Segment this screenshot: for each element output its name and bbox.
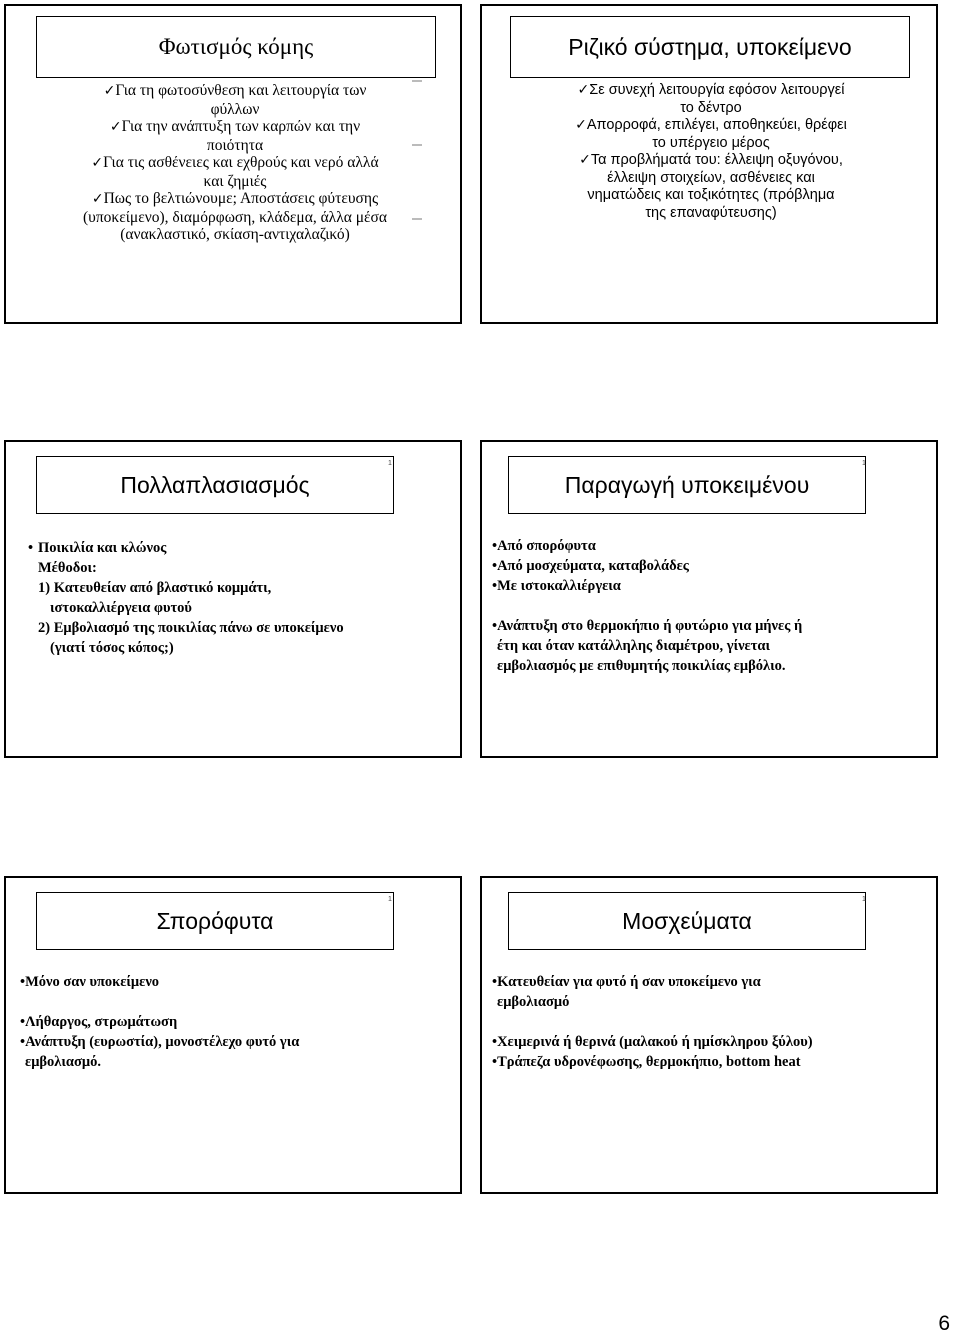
slide-6-title: Μοσχεύματα: [508, 892, 866, 950]
bullet-item: •Τράπεζα υδρονέφωσης, θερμοκήπιο, bottom heat: [492, 1054, 801, 1070]
slide-4-body: [492, 536, 802, 676]
bullet-item-cont: ιστοκαλλιέργεια φυτού: [50, 600, 192, 616]
check-icon: ✓: [91, 191, 104, 207]
bullet-item: •Λήθαργος, στρωμάτωση: [20, 1014, 178, 1030]
checklist-item-cont: (ανακλαστικό, σκίαση-αντιχαλαζικό): [120, 226, 350, 243]
divider-mark: [412, 80, 422, 82]
divider-mark: [412, 218, 422, 220]
slide-5-title: Σπορόφυτα: [36, 892, 394, 950]
bullet-item-cont: (γιατί τόσος κόπος;): [50, 640, 174, 656]
slide-1: [4, 4, 462, 324]
bullet-item: • Ποικιλία και κλώνος: [28, 540, 167, 556]
bullet-item-cont: εμβολιασμό: [497, 994, 570, 1010]
check-icon: ✓: [103, 83, 116, 99]
bullet-item: •Από μοσχεύματα, καταβολάδες: [492, 558, 689, 574]
slide-4-title: Παραγωγή υποκειμένου: [508, 456, 866, 514]
divider-mark: [412, 144, 422, 146]
slide-corner-mark: 1: [862, 460, 866, 467]
slide-5-body: [20, 972, 299, 1072]
slide-2-checklist: [482, 82, 940, 222]
checklist-item: ✓Τα προβλήματά του: έλλειψη οξυγόνου,: [579, 152, 843, 168]
check-icon: ✓: [579, 152, 591, 168]
bullet-item: •Από σπορόφυτα: [492, 538, 596, 554]
bullet-item: •Ανάπτυξη (ευρωστία), μονοστέλεχο φυτό για: [20, 1034, 300, 1050]
checklist-item-cont: έλλειψη στοιχείων, ασθένειες και: [607, 169, 815, 186]
bullet-item-cont: εμβολιασμό.: [25, 1054, 101, 1070]
slide-corner-mark: 1: [388, 460, 392, 467]
slide-5: [4, 876, 462, 1194]
slide-corner-mark: 1: [862, 896, 866, 903]
check-icon: ✓: [91, 155, 104, 171]
bullet-item: •Χειμερινά ή θερινά (μαλακού ή ημίσκληρου ξύλου): [492, 1034, 813, 1050]
checklist-item: ✓Απορροφά, επιλέγει, αποθηκεύει, θρέφει: [575, 117, 847, 133]
slide-3: [4, 440, 462, 758]
slide-4: [480, 440, 938, 758]
checklist-item: ✓Για την ανάπτυξη των καρπών και την: [109, 118, 361, 135]
slide-3-body: [28, 538, 344, 658]
checklist-item-cont: της επαναφύτευσης): [645, 204, 777, 221]
bullet-item-cont: έτη και όταν κατάλληλης διαμέτρου, γίνεται: [497, 638, 771, 654]
bullet-item: 1) Κατευθείαν από βλαστικό κομμάτι,: [38, 580, 272, 596]
slide-1-checklist: [6, 82, 464, 244]
bullet-item: Μέθοδοι:: [38, 560, 97, 576]
bullet-item: •Ανάπτυξη στο θερμοκήπιο ή φυτώριο για μήνες ή: [492, 618, 803, 634]
slide-1-title: Φωτισμός κόμης: [36, 16, 436, 78]
checklist-item-cont: το δέντρο: [680, 99, 742, 116]
slide-6: [480, 876, 938, 1194]
bullet-item-cont: εμβολιασμός με επιθυμητής ποικιλίας εμβόλιο.: [497, 658, 786, 674]
checklist-item-cont: νηματώδεις και τοξικότητες (πρόβλημα: [587, 187, 835, 203]
checklist-item-cont: ποιότητα: [206, 136, 264, 154]
slide-corner-mark: 1: [388, 896, 392, 903]
checklist-item: ✓Για τη φωτοσύνθεση και λειτουργία των: [103, 82, 367, 99]
slide-3-title: Πολλαπλασιασμός: [36, 456, 394, 514]
bullet-item: •Μόνο σαν υποκείμενο: [20, 974, 160, 990]
slide-6-body: [492, 972, 813, 1072]
checklist-item: ✓Σε συνεχή λειτουργία εφόσον λειτουργεί: [577, 82, 845, 98]
slide-2-title: Ριζικό σύστημα, υποκείμενο: [510, 16, 910, 78]
checklist-item-cont: (υποκείμενο), διαμόρφωση, κλάδεμα, άλλα μέσα: [82, 208, 388, 226]
checklist-item-cont: φύλλων: [210, 100, 260, 118]
check-icon: ✓: [109, 119, 122, 135]
bullet-item: •Με ιστοκαλλιέργεια: [492, 578, 621, 594]
checklist-item-cont: το υπέργειο μέρος: [652, 134, 770, 151]
bullet-item: •Κατευθείαν για φυτό ή σαν υποκείμενο για: [492, 974, 761, 990]
slide-2: [480, 4, 938, 324]
checklist-item-cont: και ζημιές: [203, 172, 267, 190]
bullet-item: 2) Εμβολιασμό της ποικιλίας πάνω σε υποκείμενο: [38, 620, 344, 636]
check-icon: ✓: [575, 117, 587, 133]
bullet-icon: •: [28, 540, 34, 556]
page-number: 6: [938, 1312, 950, 1335]
checklist-item: ✓Για τις ασθένειες και εχθρούς και νερό αλλά: [91, 154, 379, 171]
check-icon: ✓: [577, 82, 590, 98]
checklist-item: ✓Πως το βελτιώνουμε; Αποστάσεις φύτευσης: [91, 190, 379, 207]
